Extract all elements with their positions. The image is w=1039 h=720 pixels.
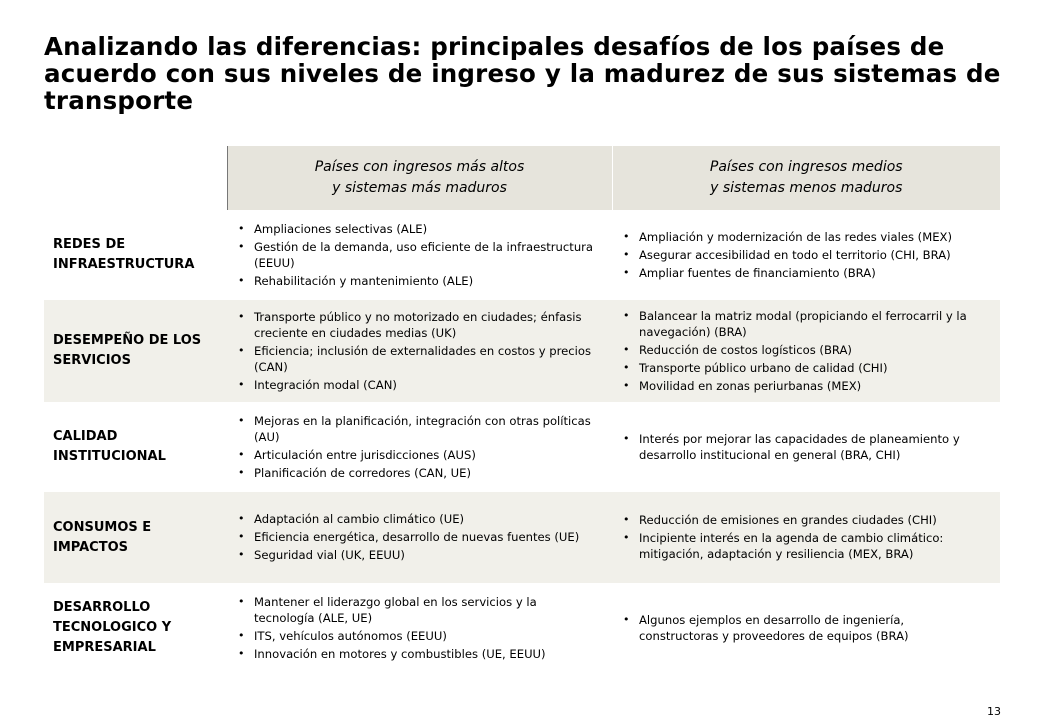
bullet-list bbox=[612, 612, 1000, 644]
row-category: CONSUMOS E IMPACTOS bbox=[44, 492, 227, 583]
list-item bbox=[227, 529, 612, 545]
list-item-text: Adaptación al cambio climático (UE) bbox=[254, 512, 465, 526]
list-item-text: Seguridad vial (UK, EEUU) bbox=[254, 548, 405, 562]
bullet-list bbox=[227, 309, 612, 393]
row-category: DESEMPEÑO DE LOS SERVICIOS bbox=[44, 300, 227, 402]
list-item bbox=[612, 530, 1000, 562]
bullet-list bbox=[227, 594, 612, 662]
cell-high-income bbox=[227, 583, 612, 673]
list-item bbox=[227, 447, 612, 463]
bullet-icon: • bbox=[238, 221, 245, 235]
table-row bbox=[44, 583, 1000, 673]
cell-high-income bbox=[227, 492, 612, 583]
header-medium-line2: y sistemas menos maduros bbox=[710, 180, 903, 196]
header-high-line2: y sistemas más maduros bbox=[332, 180, 507, 196]
bullet-icon: • bbox=[623, 229, 630, 243]
cell-high-income bbox=[227, 210, 612, 300]
list-item bbox=[612, 612, 1000, 644]
list-item-text: Gestión de la demanda, uso eficiente de la infraestructura (EEUU) bbox=[254, 239, 594, 270]
list-item bbox=[227, 594, 612, 626]
bullet-icon: • bbox=[623, 308, 630, 322]
list-item-text: ITS, vehículos autónomos (EEUU) bbox=[254, 628, 447, 643]
list-item bbox=[227, 413, 612, 445]
bullet-icon: • bbox=[623, 360, 630, 374]
list-item-text: Ampliar fuentes de financiamiento (BRA) bbox=[639, 265, 876, 280]
list-item bbox=[612, 512, 1000, 528]
row-category: REDES DE INFRAESTRUCTURA bbox=[44, 210, 227, 300]
list-item bbox=[227, 628, 612, 644]
bullet-icon: • bbox=[623, 247, 630, 261]
table-row bbox=[44, 492, 1000, 583]
bullet-icon: • bbox=[623, 265, 630, 279]
header-corner bbox=[44, 146, 227, 210]
list-item bbox=[612, 247, 1000, 263]
list-item-text: Planificación de corredores (CAN, UE) bbox=[254, 465, 471, 480]
table-row bbox=[44, 402, 1000, 492]
list-item bbox=[227, 547, 612, 563]
bullet-icon: • bbox=[238, 594, 245, 608]
bullet-icon: • bbox=[623, 431, 630, 445]
bullet-icon: • bbox=[623, 342, 630, 356]
list-item-text: Mantener el liderazgo global en los servicios y la tecnología (ALE, UE) bbox=[254, 594, 537, 625]
bullet-list bbox=[612, 229, 1000, 281]
list-item-text: Eficiencia; inclusión de externalidades en costos y precios (CAN) bbox=[254, 343, 591, 374]
cell-medium-income bbox=[612, 402, 1000, 492]
list-item-text: Transporte público y no motorizado en ciudades; énfasis creciente en ciudades medias (UK) bbox=[254, 309, 582, 340]
list-item-text: Articulación entre jurisdicciones (AUS) bbox=[254, 447, 476, 462]
bullet-icon: • bbox=[238, 413, 245, 427]
list-item bbox=[227, 646, 612, 662]
bullet-list bbox=[227, 221, 612, 289]
bullet-icon: • bbox=[623, 513, 630, 526]
bullet-icon: • bbox=[238, 628, 245, 642]
slide-title: Analizando las diferencias: principales desafíos de los países de acuerdo con sus niveles de ingreso y la madurez de sus sistemas de transporte bbox=[44, 32, 1001, 115]
bullet-icon: • bbox=[623, 612, 630, 626]
list-item-text: Transporte público urbano de calidad (CHI) bbox=[639, 360, 888, 375]
list-item-text: Reducción de costos logísticos (BRA) bbox=[639, 342, 852, 357]
bullet-icon: • bbox=[238, 343, 245, 357]
list-item-text: Rehabilitación y mantenimiento (ALE) bbox=[254, 273, 474, 288]
list-item bbox=[227, 273, 612, 289]
list-item-text: Integración modal (CAN) bbox=[254, 377, 397, 392]
list-item bbox=[612, 342, 1000, 358]
row-category: CALIDAD INSTITUCIONAL bbox=[44, 402, 227, 492]
bullet-icon: • bbox=[238, 447, 245, 461]
cell-high-income bbox=[227, 402, 612, 492]
cell-medium-income bbox=[612, 300, 1000, 402]
bullet-list bbox=[612, 431, 1000, 463]
bullet-icon: • bbox=[238, 309, 245, 323]
list-item-text: Ampliación y modernización de las redes viales (MEX) bbox=[639, 229, 952, 244]
list-item bbox=[612, 360, 1000, 376]
list-item bbox=[612, 229, 1000, 245]
list-item-text: Eficiencia energética, desarrollo de nuevas fuentes (UE) bbox=[254, 530, 580, 544]
list-item-text: Incipiente interés en la agenda de cambio climático: mitigación, adaptación y resiliencia (MEX, BRA) bbox=[639, 531, 944, 561]
cell-medium-income bbox=[612, 492, 1000, 583]
bullet-list bbox=[227, 413, 612, 481]
list-item-text: Asegurar accesibilidad en todo el territorio (CHI, BRA) bbox=[639, 247, 951, 262]
list-item bbox=[227, 377, 612, 393]
table-row bbox=[44, 300, 1000, 402]
header-medium-line1: Países con ingresos medios bbox=[709, 159, 903, 175]
table-row bbox=[44, 210, 1000, 300]
bullet-icon: • bbox=[238, 530, 245, 543]
list-item bbox=[227, 239, 612, 271]
list-item bbox=[227, 511, 612, 527]
header-row bbox=[44, 146, 1000, 210]
bullet-icon: • bbox=[238, 239, 245, 253]
cell-medium-income bbox=[612, 210, 1000, 300]
bullet-icon: • bbox=[623, 531, 630, 544]
bullet-icon: • bbox=[238, 273, 245, 287]
bullet-icon: • bbox=[238, 465, 245, 479]
list-item bbox=[612, 308, 1000, 340]
row-category: DESARROLLO TECNOLOGICO Y EMPRESARIAL bbox=[44, 583, 227, 673]
list-item bbox=[227, 221, 612, 237]
list-item-text: Reducción de emisiones en grandes ciudades (CHI) bbox=[639, 513, 937, 527]
list-item bbox=[612, 378, 1000, 394]
bullet-icon: • bbox=[238, 512, 245, 525]
list-item bbox=[612, 265, 1000, 281]
bullet-icon: • bbox=[238, 377, 245, 391]
bullet-list bbox=[227, 511, 612, 563]
bullet-icon: • bbox=[238, 548, 245, 561]
list-item bbox=[227, 309, 612, 341]
header-high-income bbox=[227, 146, 612, 210]
list-item bbox=[612, 431, 1000, 463]
header-medium-income bbox=[612, 146, 1000, 210]
cell-medium-income bbox=[612, 583, 1000, 673]
list-item-text: Mejoras en la planificación, integración con otras políticas (AU) bbox=[254, 413, 591, 444]
cell-high-income bbox=[227, 300, 612, 402]
list-item bbox=[227, 465, 612, 481]
list-item-text: Ampliaciones selectivas (ALE) bbox=[254, 221, 428, 236]
page-number: 13 bbox=[987, 705, 1001, 718]
list-item bbox=[227, 343, 612, 375]
bullet-list bbox=[612, 308, 1000, 394]
bullet-icon: • bbox=[623, 378, 630, 392]
header-high-line1: Países con ingresos más altos bbox=[314, 159, 525, 175]
bullet-icon: • bbox=[238, 646, 245, 660]
list-item-text: Algunos ejemplos en desarrollo de ingeniería, constructoras y proveedores de equipos (BRA) bbox=[639, 612, 909, 643]
list-item-text: Balancear la matriz modal (propiciando el ferrocarril y la navegación) (BRA) bbox=[639, 308, 967, 339]
list-item-text: Interés por mejorar las capacidades de planeamiento y desarrollo institucional en general (BRA, CHI) bbox=[639, 431, 960, 462]
list-item-text: Innovación en motores y combustibles (UE, EEUU) bbox=[254, 646, 546, 661]
bullet-list bbox=[612, 512, 1000, 562]
list-item-text: Movilidad en zonas periurbanas (MEX) bbox=[639, 378, 862, 393]
comparison-table bbox=[44, 146, 1000, 673]
